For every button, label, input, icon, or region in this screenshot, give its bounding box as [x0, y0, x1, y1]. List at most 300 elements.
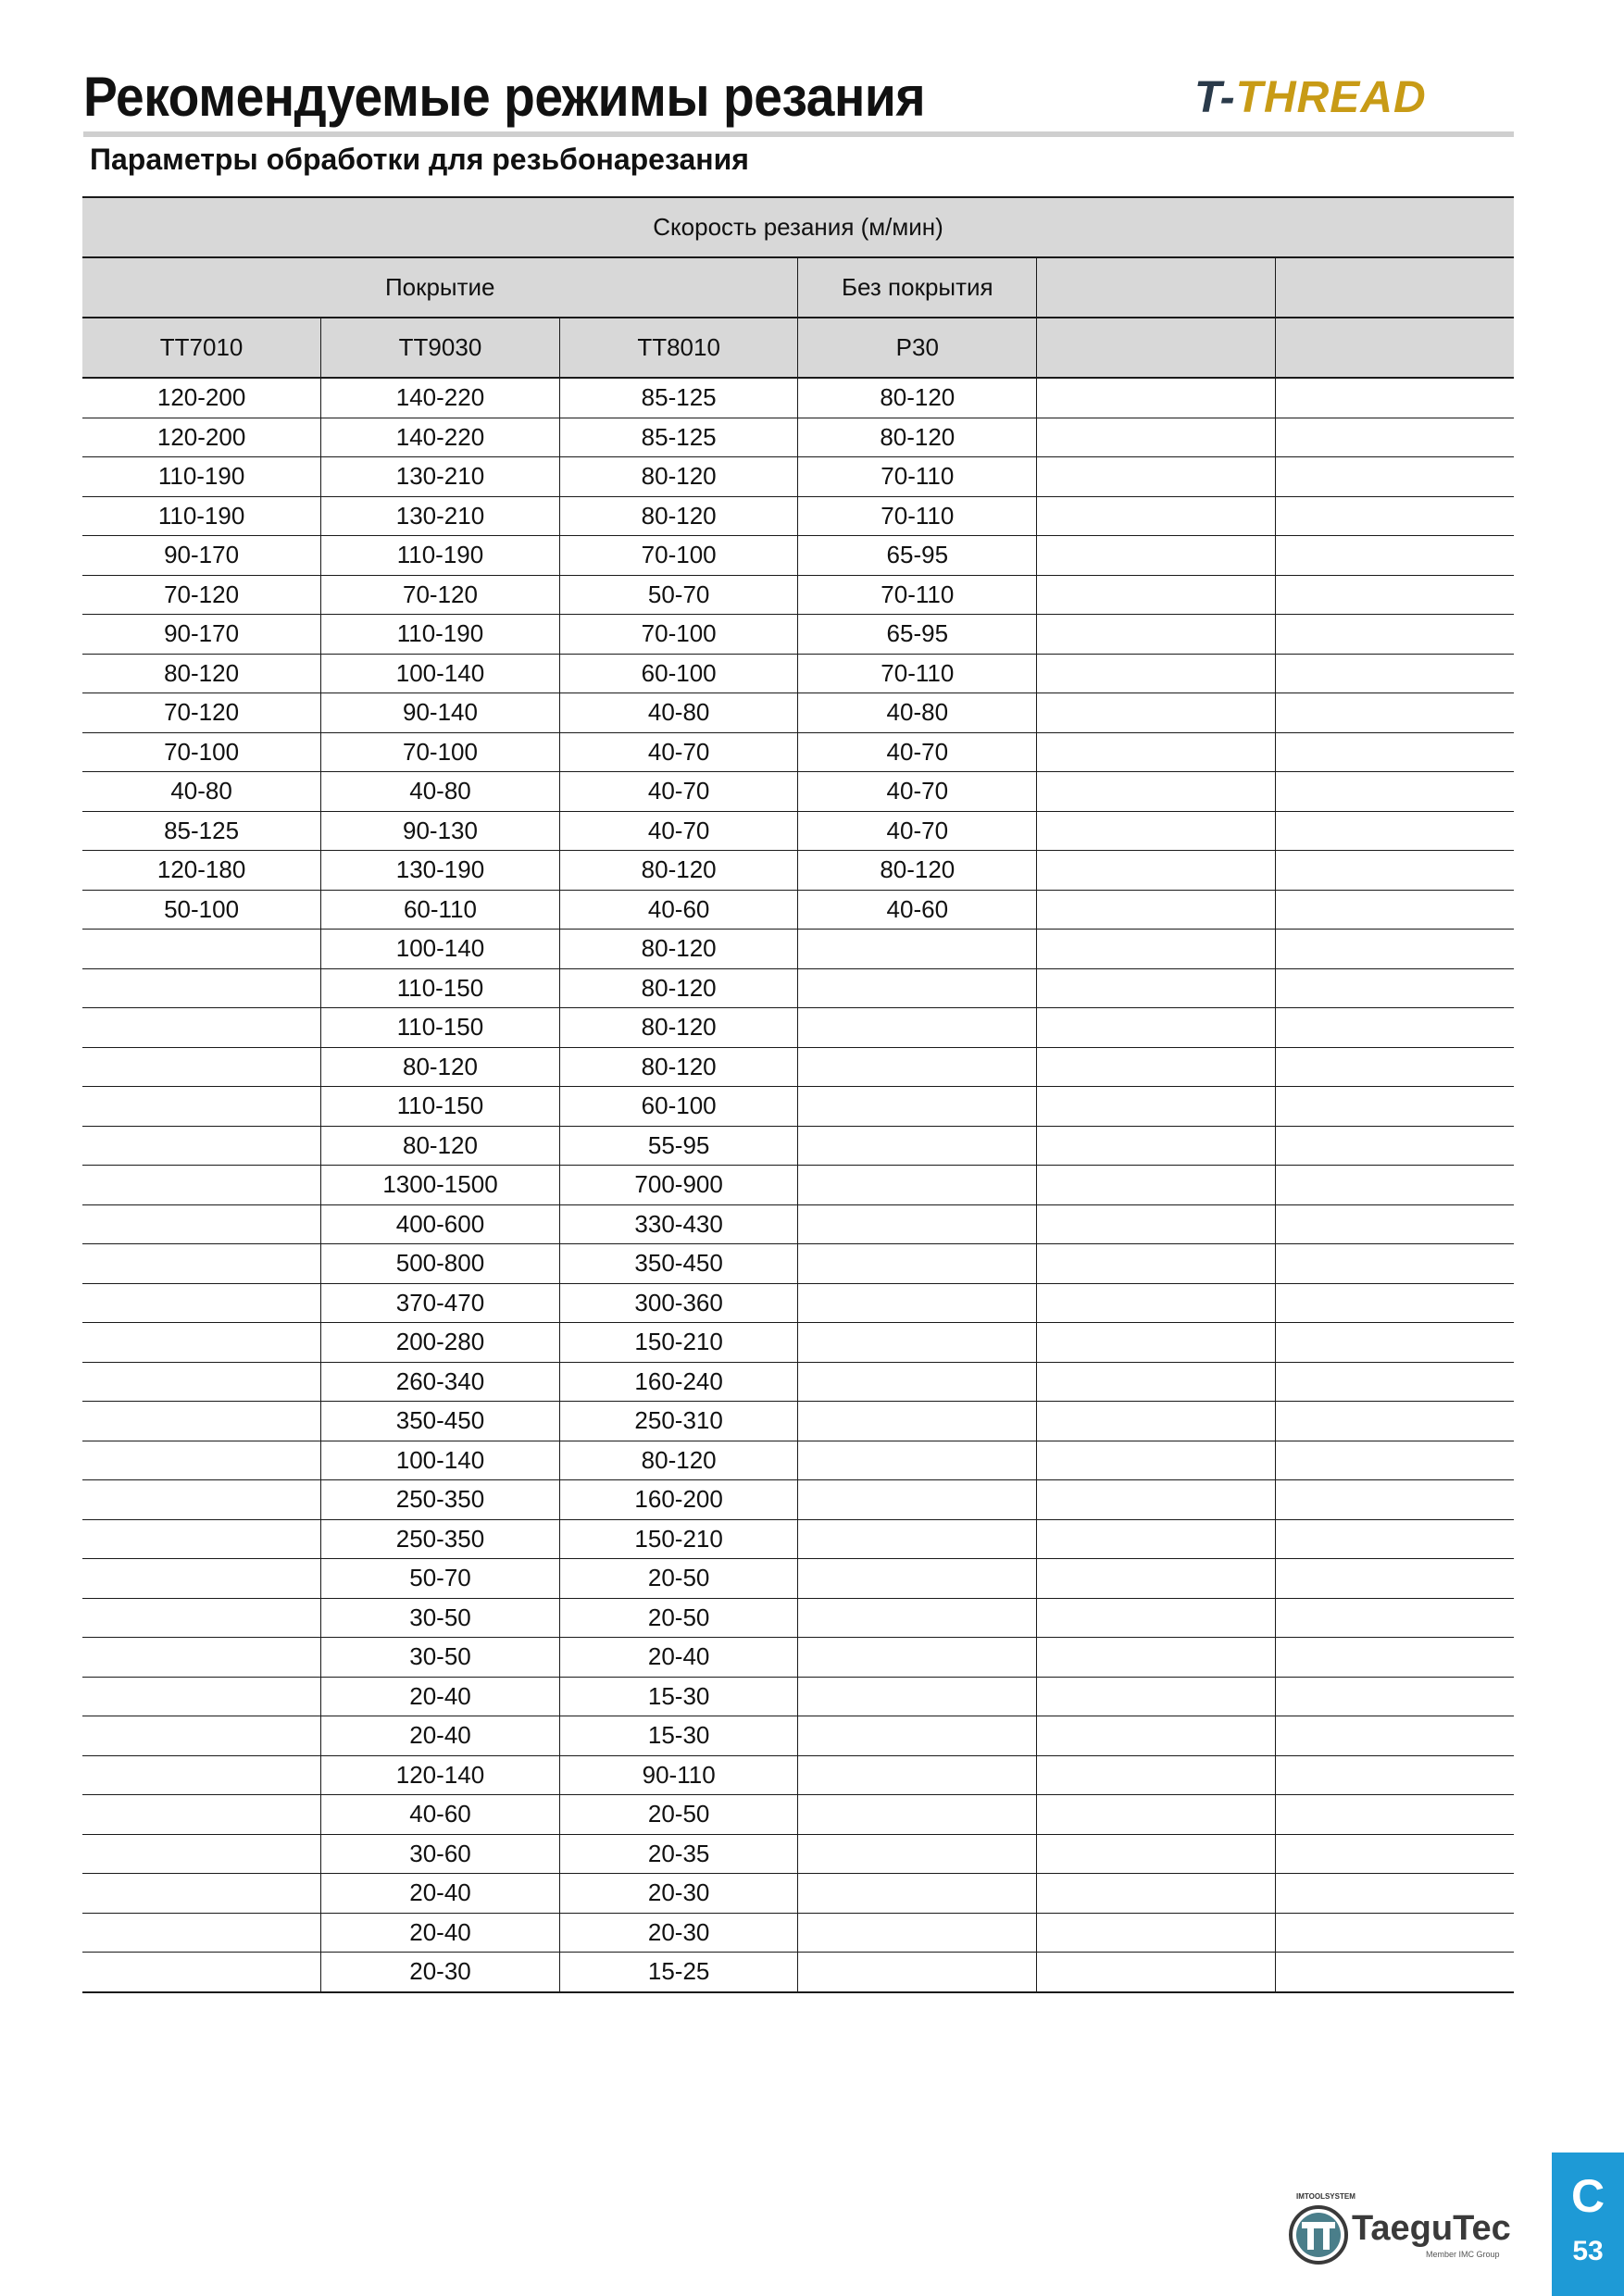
table-cell: 30-60: [321, 1834, 560, 1874]
table-cell: 80-120: [321, 1047, 560, 1087]
table-row: [82, 457, 1514, 497]
table-cell: [1037, 457, 1276, 497]
table-cell: [82, 1441, 321, 1480]
table-row: [82, 1755, 1514, 1795]
table-cell: 70-120: [321, 575, 560, 615]
table-cell: 20-40: [321, 1716, 560, 1756]
table-cell: [82, 1283, 321, 1323]
table-cell: 80-120: [559, 1441, 798, 1480]
table-coating-header-row: [82, 257, 1514, 318]
table-cell: [1037, 496, 1276, 536]
table-cell: [798, 1598, 1037, 1638]
table-cell: [1037, 1166, 1276, 1205]
table-cell: 65-95: [798, 536, 1037, 576]
table-cell: [1275, 1362, 1514, 1402]
table-cell: [1275, 890, 1514, 930]
table-cell: [82, 1874, 321, 1914]
table-cell: [1275, 1716, 1514, 1756]
table-cell: 40-80: [321, 772, 560, 812]
table-cell: [1037, 1874, 1276, 1914]
table-cell: [1037, 930, 1276, 969]
table-cell: 40-70: [559, 811, 798, 851]
table-row: [82, 654, 1514, 693]
table-cell: 250-310: [559, 1402, 798, 1441]
table-cell: 260-340: [321, 1362, 560, 1402]
table-cell: 140-220: [321, 418, 560, 457]
table-cell: 120-200: [82, 418, 321, 457]
table-row: [82, 536, 1514, 576]
table-row: [82, 811, 1514, 851]
table-cell: [798, 1126, 1037, 1166]
table-cell: [1037, 1283, 1276, 1323]
table-cell: [798, 1913, 1037, 1953]
table-cell: 50-100: [82, 890, 321, 930]
table-cell: [1275, 1087, 1514, 1127]
table-cell: 30-50: [321, 1598, 560, 1638]
table-row: [82, 1402, 1514, 1441]
table-cell: [82, 1480, 321, 1520]
table-cell: [798, 1008, 1037, 1048]
table-cell: [1037, 1598, 1276, 1638]
uncoated-header: Без покрытия: [798, 257, 1037, 318]
table-cell: [798, 1244, 1037, 1284]
table-cell: 70-120: [82, 693, 321, 733]
table-cell: [798, 1204, 1037, 1244]
table-cell: [798, 1716, 1037, 1756]
table-cell: 70-100: [82, 732, 321, 772]
table-row: [82, 1795, 1514, 1835]
table-cell: 500-800: [321, 1244, 560, 1284]
table-cell: 120-180: [82, 851, 321, 891]
table-cell: [82, 968, 321, 1008]
table-cell: 100-140: [321, 1441, 560, 1480]
table-cell: 150-210: [559, 1323, 798, 1363]
table-cell: 90-170: [82, 536, 321, 576]
table-cell: 70-100: [559, 615, 798, 655]
table-cell: 300-360: [559, 1283, 798, 1323]
table-cell: 90-110: [559, 1755, 798, 1795]
table-row: [82, 1874, 1514, 1914]
table-cell: 80-120: [82, 654, 321, 693]
table-cell: [1037, 811, 1276, 851]
taegutec-emblem-icon: [1287, 2192, 1352, 2266]
table-cell: [798, 1677, 1037, 1716]
table-row: [82, 1716, 1514, 1756]
table-cell: [1275, 1323, 1514, 1363]
table-row: [82, 930, 1514, 969]
table-cell: [82, 1126, 321, 1166]
table-cell: [1275, 1677, 1514, 1716]
table-cell: 40-80: [559, 693, 798, 733]
table-cell: 80-120: [321, 1126, 560, 1166]
table-row: [82, 1480, 1514, 1520]
table-cell: [1037, 536, 1276, 576]
table-cell: 80-120: [798, 851, 1037, 891]
table-row: [82, 1204, 1514, 1244]
table-cell: [1275, 1204, 1514, 1244]
table-cell: 90-130: [321, 811, 560, 851]
table-cell: 80-120: [559, 851, 798, 891]
table-cell: [1037, 1244, 1276, 1284]
table-cell: 20-30: [559, 1913, 798, 1953]
table-cell: 20-40: [321, 1874, 560, 1914]
table-row: [82, 1087, 1514, 1127]
table-cell: [82, 1716, 321, 1756]
table-cell: [82, 1834, 321, 1874]
table-cell: 70-110: [798, 575, 1037, 615]
empty-header: [1275, 257, 1514, 318]
table-cell: [1037, 1559, 1276, 1599]
table-cell: [1275, 811, 1514, 851]
table-row: [82, 1953, 1514, 1992]
table-cell: 40-70: [559, 732, 798, 772]
table-row: [82, 693, 1514, 733]
table-row: [82, 1283, 1514, 1323]
table-cell: [82, 1559, 321, 1599]
table-cell: 70-110: [798, 496, 1037, 536]
table-cell: 70-110: [798, 457, 1037, 497]
table-cell: 200-280: [321, 1323, 560, 1363]
table-cell: [798, 968, 1037, 1008]
table-cell: [798, 1834, 1037, 1874]
table-cell: 90-140: [321, 693, 560, 733]
table-cell: [1037, 1480, 1276, 1520]
table-cell: [1275, 1008, 1514, 1048]
table-cell: 250-350: [321, 1519, 560, 1559]
table-cell: 110-150: [321, 968, 560, 1008]
table-cell: [1275, 930, 1514, 969]
table-cell: [798, 1047, 1037, 1087]
table-cell: [1037, 654, 1276, 693]
table-cell: 20-40: [321, 1677, 560, 1716]
empty-header: [1037, 257, 1276, 318]
table-cell: [1275, 1755, 1514, 1795]
table-row: [82, 1323, 1514, 1363]
table-cell: 90-170: [82, 615, 321, 655]
table-cell: [1275, 1834, 1514, 1874]
table-cell: [1037, 615, 1276, 655]
cutting-speed-table: [82, 196, 1514, 1993]
table-row: [82, 615, 1514, 655]
section-letter: C: [1570, 2170, 1605, 2222]
table-cell: [1275, 536, 1514, 576]
table-cell: [1037, 890, 1276, 930]
table-cell: [1037, 378, 1276, 418]
table-cell: 700-900: [559, 1166, 798, 1205]
table-cell: 15-30: [559, 1716, 798, 1756]
table-cell: [82, 1402, 321, 1441]
table-cell: [1275, 1166, 1514, 1205]
table-cell: [798, 1283, 1037, 1323]
table-cell: 30-50: [321, 1638, 560, 1678]
table-cell: 80-120: [559, 968, 798, 1008]
table-cell: [798, 1874, 1037, 1914]
table-cell: 20-30: [559, 1874, 798, 1914]
table-cell: [1275, 1795, 1514, 1835]
table-cell: [1275, 1244, 1514, 1284]
table-cell: [1275, 1598, 1514, 1638]
table-cell: [1037, 1795, 1276, 1835]
table-cell: [798, 1519, 1037, 1559]
table-cell: [1037, 575, 1276, 615]
table-cell: [1275, 968, 1514, 1008]
table-row: [82, 968, 1514, 1008]
table-row: [82, 1166, 1514, 1205]
page-subtitle: Параметры обработки для резьбонарезания: [90, 143, 749, 176]
table-cell: [798, 1323, 1037, 1363]
table-cell: [82, 1755, 321, 1795]
table-row: [82, 1598, 1514, 1638]
table-cell: [1275, 1519, 1514, 1559]
table-cell: 40-70: [798, 811, 1037, 851]
table-cell: 120-200: [82, 378, 321, 418]
table-cell: 20-30: [321, 1953, 560, 1992]
table-cell: 350-450: [321, 1402, 560, 1441]
logo-top-text: IMTOOLSYSTEM: [1296, 2192, 1355, 2201]
table-cell: 400-600: [321, 1204, 560, 1244]
table-row: [82, 1677, 1514, 1716]
table-cell: [798, 930, 1037, 969]
table-cell: [1037, 1953, 1276, 1992]
table-cell: 330-430: [559, 1204, 798, 1244]
table-cell: [82, 1638, 321, 1678]
table-cell: [1275, 457, 1514, 497]
cutting-speed-header: Скорость резания (м/мин): [82, 197, 1514, 257]
table-cell: 20-50: [559, 1559, 798, 1599]
table-cell: [1275, 1047, 1514, 1087]
table-cell: [82, 1913, 321, 1953]
table-cell: 110-150: [321, 1087, 560, 1127]
table-cell: [82, 1323, 321, 1363]
table-cell: [1275, 1638, 1514, 1678]
table-cell: [1037, 418, 1276, 457]
table-cell: 60-100: [559, 654, 798, 693]
table-cell: [1037, 1402, 1276, 1441]
table-row: [82, 418, 1514, 457]
table-cell: 80-120: [559, 930, 798, 969]
table-cell: [1275, 1402, 1514, 1441]
table-row: [82, 575, 1514, 615]
table-cell: [1275, 772, 1514, 812]
table-cell: 85-125: [82, 811, 321, 851]
table-cell: 80-120: [559, 1008, 798, 1048]
table-cell: [1275, 851, 1514, 891]
logo-subtitle: Member IMC Group: [1426, 2250, 1500, 2259]
table-cell: 110-190: [321, 536, 560, 576]
table-cell: 370-470: [321, 1283, 560, 1323]
column-header: P30: [798, 318, 1037, 378]
table-cell: [1037, 1638, 1276, 1678]
table-cell: 85-125: [559, 378, 798, 418]
table-cell: [1037, 732, 1276, 772]
column-header: [1037, 318, 1276, 378]
table-cell: 20-40: [559, 1638, 798, 1678]
taegutec-logo: [1287, 2192, 1518, 2266]
table-cell: 20-50: [559, 1795, 798, 1835]
table-cell: 40-70: [798, 772, 1037, 812]
table-cell: [1275, 496, 1514, 536]
table-group-header-row: [82, 197, 1514, 257]
table-cell: 80-120: [798, 378, 1037, 418]
table-cell: 110-190: [321, 615, 560, 655]
table-cell: [82, 930, 321, 969]
table-cell: 130-210: [321, 496, 560, 536]
table-cell: [82, 1204, 321, 1244]
table-cell: [1037, 693, 1276, 733]
table-cell: [798, 1953, 1037, 1992]
table-cell: 250-350: [321, 1480, 560, 1520]
table-row: [82, 772, 1514, 812]
table-cell: 110-150: [321, 1008, 560, 1048]
table-cell: [1275, 1441, 1514, 1480]
table-cell: 130-190: [321, 851, 560, 891]
t-thread-logo: [1194, 72, 1427, 123]
table-row: [82, 1126, 1514, 1166]
table-cell: [1037, 851, 1276, 891]
table-cell: 50-70: [321, 1559, 560, 1599]
table-cell: [82, 1087, 321, 1127]
table-cell: [1037, 1519, 1276, 1559]
table-cell: [82, 1795, 321, 1835]
table-grade-header-row: [82, 318, 1514, 378]
table-row: [82, 732, 1514, 772]
table-cell: 150-210: [559, 1519, 798, 1559]
table-cell: 130-210: [321, 457, 560, 497]
table-row: [82, 1913, 1514, 1953]
brand-logo-word: THREAD: [1235, 73, 1427, 122]
table-cell: [798, 1559, 1037, 1599]
table-row: [82, 1441, 1514, 1480]
table-cell: 70-110: [798, 654, 1037, 693]
table-cell: 80-120: [559, 1047, 798, 1087]
table-cell: 20-35: [559, 1834, 798, 1874]
table-cell: 120-140: [321, 1755, 560, 1795]
table-cell: 40-80: [798, 693, 1037, 733]
table-cell: 50-70: [559, 575, 798, 615]
table-cell: [798, 1441, 1037, 1480]
table-cell: [1275, 1126, 1514, 1166]
table-cell: [1037, 1913, 1276, 1953]
table-row: [82, 1362, 1514, 1402]
table-cell: [1275, 378, 1514, 418]
table-cell: 20-40: [321, 1913, 560, 1953]
table-cell: 160-200: [559, 1480, 798, 1520]
table-cell: [82, 1008, 321, 1048]
table-cell: [798, 1755, 1037, 1795]
coated-header: Покрытие: [82, 257, 798, 318]
table-cell: 55-95: [559, 1126, 798, 1166]
table-row: [82, 1244, 1514, 1284]
table-cell: [1275, 1913, 1514, 1953]
table-cell: 65-95: [798, 615, 1037, 655]
table-cell: 80-120: [798, 418, 1037, 457]
table-cell: 40-80: [82, 772, 321, 812]
column-header: [1275, 318, 1514, 378]
table-cell: [798, 1795, 1037, 1835]
column-header: TT7010: [82, 318, 321, 378]
table-cell: [1275, 1874, 1514, 1914]
table-cell: [1037, 1008, 1276, 1048]
table-cell: [1037, 1323, 1276, 1363]
table-cell: [82, 1244, 321, 1284]
table-cell: [1275, 615, 1514, 655]
table-cell: 85-125: [559, 418, 798, 457]
section-tab: [1552, 2152, 1624, 2296]
table-cell: 110-190: [82, 457, 321, 497]
table-cell: [82, 1519, 321, 1559]
table-cell: [1037, 1755, 1276, 1795]
table-cell: [82, 1362, 321, 1402]
table-cell: 40-70: [798, 732, 1037, 772]
table-cell: [798, 1480, 1037, 1520]
table-cell: [1275, 732, 1514, 772]
table-cell: [82, 1166, 321, 1205]
table-cell: [1275, 575, 1514, 615]
table-cell: 15-30: [559, 1677, 798, 1716]
table-cell: [82, 1047, 321, 1087]
table-cell: [798, 1638, 1037, 1678]
column-header: TT9030: [321, 318, 560, 378]
table-row: [82, 1008, 1514, 1048]
company-name: TaeguTec: [1352, 2209, 1511, 2248]
table-row: [82, 1834, 1514, 1874]
page-title: Рекомендуемые режимы резания: [83, 66, 926, 128]
table-cell: [1275, 1283, 1514, 1323]
table-row: [82, 1047, 1514, 1087]
table-cell: 80-120: [559, 496, 798, 536]
table-cell: 110-190: [82, 496, 321, 536]
table-cell: 350-450: [559, 1244, 798, 1284]
table-cell: [1275, 654, 1514, 693]
table-cell: 70-100: [321, 732, 560, 772]
table-cell: [1037, 1126, 1276, 1166]
column-header: TT8010: [559, 318, 798, 378]
table-cell: 100-140: [321, 930, 560, 969]
table-cell: 20-50: [559, 1598, 798, 1638]
table-row: [82, 851, 1514, 891]
page-number: 53: [1572, 2236, 1604, 2266]
table-cell: [1037, 968, 1276, 1008]
table-cell: 60-110: [321, 890, 560, 930]
table-cell: [798, 1087, 1037, 1127]
table-row: [82, 378, 1514, 418]
title-underline: [83, 131, 1514, 137]
table-cell: [1275, 693, 1514, 733]
table-cell: 40-60: [321, 1795, 560, 1835]
table-row: [82, 1559, 1514, 1599]
table-cell: 1300-1500: [321, 1166, 560, 1205]
table-cell: [82, 1953, 321, 1992]
table-cell: 40-60: [559, 890, 798, 930]
table-cell: [82, 1677, 321, 1716]
table-cell: 70-100: [559, 536, 798, 576]
table-cell: [1037, 1087, 1276, 1127]
table-cell: 80-120: [559, 457, 798, 497]
table-cell: [1037, 1204, 1276, 1244]
table-cell: 40-70: [559, 772, 798, 812]
table-cell: 140-220: [321, 378, 560, 418]
table-body: [82, 378, 1514, 1992]
table-cell: 160-240: [559, 1362, 798, 1402]
table-cell: 70-120: [82, 575, 321, 615]
table-cell: [1037, 1362, 1276, 1402]
table-cell: [798, 1362, 1037, 1402]
brand-logo-prefix: T-: [1194, 73, 1236, 122]
table-cell: [1275, 1559, 1514, 1599]
table-cell: 100-140: [321, 654, 560, 693]
table-cell: [1037, 1047, 1276, 1087]
table-cell: [798, 1402, 1037, 1441]
